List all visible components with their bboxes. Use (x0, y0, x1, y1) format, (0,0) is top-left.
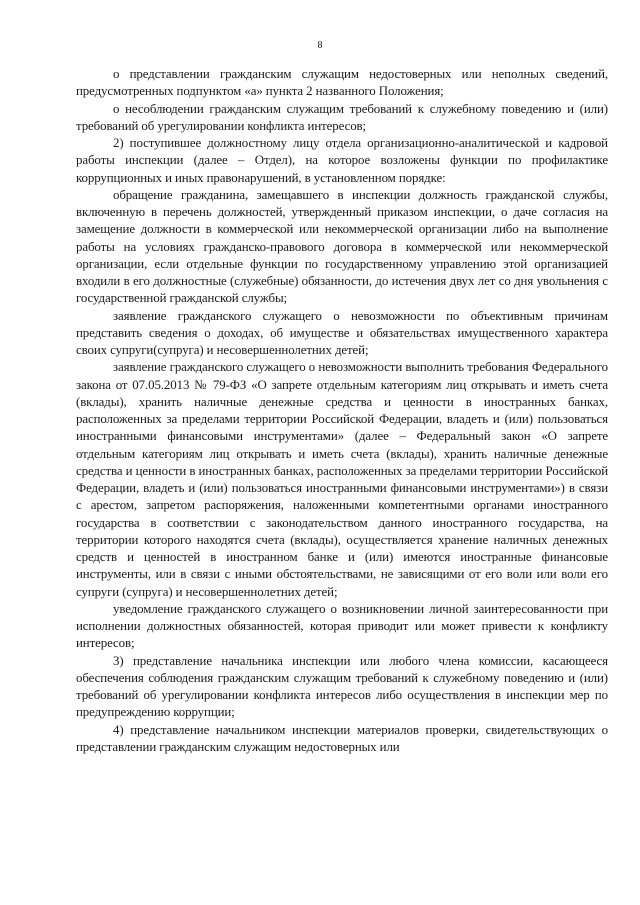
paragraph: заявление гражданского служащего о невозможности по объективным причинам представить сведения о доходах, об имуществе и обязательствах имущественного характера своих супруги(супруга) и несовершеннолетних детей; (76, 308, 608, 357)
paragraph: заявление гражданского служащего о невозможности выполнить требования Федерального закона от 07.05.2013 № 79-ФЗ «О запрете отдельным категориям лиц открывать и иметь счета (вклады), хранить наличные денежные средства и ценности в иностранных банках, расположенных за пределами территории Российской Федерации, владеть и (или) пользоваться иностранными финансовыми инструментами» (далее – Федеральный закон «О запрете отдельным категориям лиц открывать и иметь счета (вклады), хранить наличные денежные средства и ценности в иностранных банках, расположенных за пределами территории Российской Федерации, владеть и (или) пользоваться иностранными финансовыми инструментами») в связи с арестом, запретом распоряжения, наложенными компетентными органами иностранного государства в соответствии с законодательством данного иностранного государства, на территории которого находятся счета (вклады), осуществляется хранение наличных денежных средств и ценностей в иностранном банке и (или) имеются иностранные финансовые инструменты, или в связи с иными обстоятельствами, не зависящими от его воли или воли его супруги (супруга) и несовершеннолетних детей; (76, 360, 608, 599)
paragraph: обращение гражданина, замещавшего в инспекции должность гражданской службы, включенную в перечень должностей, утвержденный приказом инспекции, о даче согласия на замещение должности в коммерческой или некоммерческой организации либо на выполнение работы на условиях гражданско-правового договора в коммерческой или некоммерческой организации, если отдельные функции по государственному управлению этой организацией входили в его должностные (служебные) обязанности, до истечения двух лет со дня увольнения с государственной гражданской службы; (76, 187, 608, 306)
paragraph: 3) представление начальника инспекции или любого члена комиссии, касающееся обеспечения соблюдения гражданским служащим требований к служебному поведению и (или) требований об урегулировании конфликта интересов либо осуществления в инспекции мер по предупреждению коррупции; (76, 653, 608, 720)
document-body (76, 66, 608, 756)
paragraph: 2) поступившее должностному лицу отдела организационно-аналитической и кадровой работы инспекции (далее – Отдел), на которое возложены функции по профилактике коррупционных и иных правонарушений, в установленном порядке: (76, 136, 608, 185)
paragraph: о представлении гражданским служащим недостоверных или неполных сведений, предусмотренных подпунктом «а» пункта 2 названного Положения; (76, 67, 608, 99)
page-number: 8 (317, 40, 323, 51)
paragraph: о несоблюдении гражданским служащим требований к служебному поведению и (или) требований об урегулировании конфликта интересов; (76, 101, 608, 133)
paragraph: 4) представление начальником инспекции материалов проверки, свидетельствующих о представлении гражданским служащим недостоверных или (76, 722, 608, 754)
paragraph: уведомление гражданского служащего о возникновении личной заинтересованности при исполнении должностных обязанностей, которая приводит или может привести к конфликту интересов; (76, 601, 608, 651)
